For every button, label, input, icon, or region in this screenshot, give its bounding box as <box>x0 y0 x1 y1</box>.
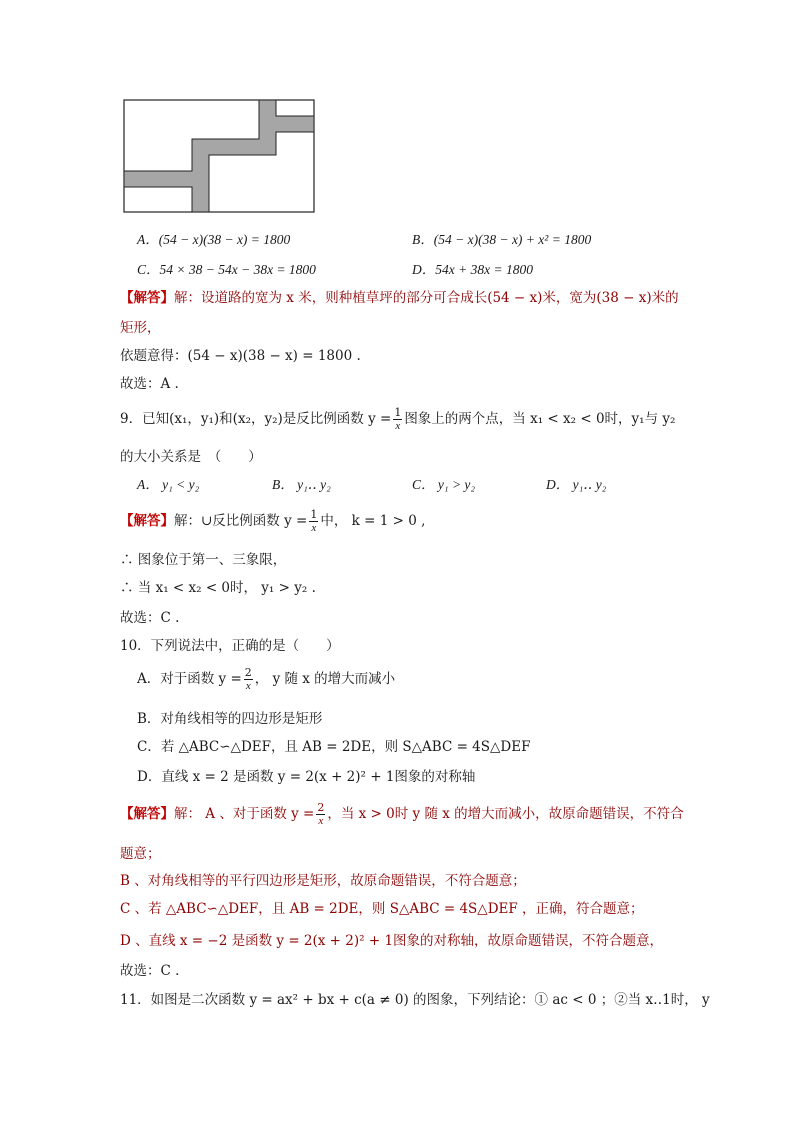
q8-answer-line-1 <box>120 286 679 306</box>
answer-tag: 【解答】 <box>120 806 174 822</box>
q9-option-a: A． y₁ < y₂ <box>137 477 200 492</box>
q8-answer-text-1: 解：设道路的宽为 x 米，则种植草坪的部分可合成长(54 − x)米，宽为(38 − x)米的 <box>174 290 679 306</box>
q10-answer-line-1 <box>120 802 684 827</box>
q8-option-c: C．54 × 38 − 54x − 38x = 1800 <box>137 262 316 277</box>
road-diagram <box>123 99 323 219</box>
answer-tag: 【解答】 <box>120 513 174 529</box>
q8-option-b: B．(54 − x)(38 − x) + x² = 1800 <box>412 232 592 247</box>
q9-frac-num: 1 <box>394 406 402 419</box>
q10-stem: 10．下列说法中，正确的是（ ） <box>120 638 340 654</box>
q10-ans-frac-num: 2 <box>317 801 325 814</box>
q9-answer-line-2: ∴ 图象位于第一、三象限， <box>120 552 287 568</box>
q9-ans-frac-den: x <box>311 522 317 534</box>
q8-answer-line-3: 依题意得：(54 − x)(38 − x) = 1800 . <box>120 348 361 364</box>
q9-answer-a: 解：∪反比例函数 y = <box>174 513 308 529</box>
q9-option-d: D． y₁‥ y₂ <box>546 477 607 492</box>
q9-option-c: C． y₁ > y₂ <box>412 477 476 492</box>
q10-ans-frac-den: x <box>318 815 324 827</box>
q10-option-a <box>137 667 395 692</box>
q8-answer-line-4: 故选：A . <box>120 376 179 392</box>
q8-option-a: A．(54 − x)(38 − x) = 1800 <box>137 232 291 247</box>
q10-answer-line-6: 故选：C . <box>120 963 180 979</box>
q9-stem-line-2: 的大小关系是 （ ） <box>120 449 262 465</box>
q8-option-d: D．54x + 38x = 1800 <box>412 262 533 277</box>
q10-answer-a-post: ，当 x > 0时 y 随 x 的增大而减小，故原命题错误，不符合 <box>327 806 684 822</box>
q10-answer-line-2: 题意； <box>120 846 161 862</box>
q9-frac-den: x <box>395 420 401 432</box>
q10-frac-den: x <box>245 680 251 692</box>
q9-stem-line-1 <box>120 407 675 432</box>
q10-answer-line-3: B 、对角线相等的平行四边形是矩形，故原命题错误，不符合题意； <box>120 873 526 889</box>
q9-ans-frac-num: 1 <box>310 508 318 521</box>
q8-answer-line-2: 矩形， <box>120 320 161 336</box>
q10-answer-line-4: C 、若 △ABC∽△DEF，且 AB = 2DE，则 S△ABC = 4S△DEF ，正确，符合题意； <box>120 901 644 917</box>
q10-fraction <box>244 667 253 692</box>
q10-answer-fraction <box>316 802 325 827</box>
q9-answer-line-3: ∴ 当 x₁ < x₂ < 0时， y₁ > y₂ . <box>120 580 316 596</box>
q10-option-b: B．对角线相等的四边形是矩形 <box>137 711 323 727</box>
answer-tag: 【解答】 <box>120 290 174 306</box>
q10-option-d: D．直线 x = 2 是函数 y = 2(x + 2)² + 1图象的对称轴 <box>137 769 476 785</box>
q10-answer-a-pre: 解： A 、对于函数 y = <box>174 806 315 822</box>
q10-option-a-pre: A．对于函数 y = <box>137 671 242 687</box>
q9-answer-line-1 <box>120 509 425 534</box>
q9-stem-b: 图象上的两个点，当 x₁ < x₂ < 0时，y₁与 y₂ <box>404 411 676 427</box>
q11-stem: 11．如图是二次函数 y = ax² + bx + c(a ≠ 0) 的图象，下列结论：① ac < 0 ；②当 x‥1时， y <box>120 992 710 1008</box>
q9-fraction <box>393 407 402 432</box>
q9-answer-b: 中， k = 1 > 0 , <box>320 513 426 529</box>
q10-frac-num: 2 <box>244 666 252 679</box>
q9-answer-line-4: 故选：C . <box>120 610 180 626</box>
q9-answer-fraction <box>309 509 318 534</box>
q9-stem-a: 9．已知(x₁，y₁)和(x₂，y₂)是反比例函数 y = <box>120 411 392 427</box>
q9-option-b: B． y₁‥ y₂ <box>272 477 331 492</box>
q10-option-c: C．若 △ABC∽△DEF，且 AB = 2DE，则 S△ABC = 4S△DEF <box>137 739 531 755</box>
q10-option-a-post: ， y 随 x 的增大而减小 <box>254 671 396 687</box>
q10-answer-line-5: D 、直线 x = −2 是函数 y = 2(x + 2)² + 1图象的对称轴，故原命题错误，不符合题意， <box>120 933 664 949</box>
